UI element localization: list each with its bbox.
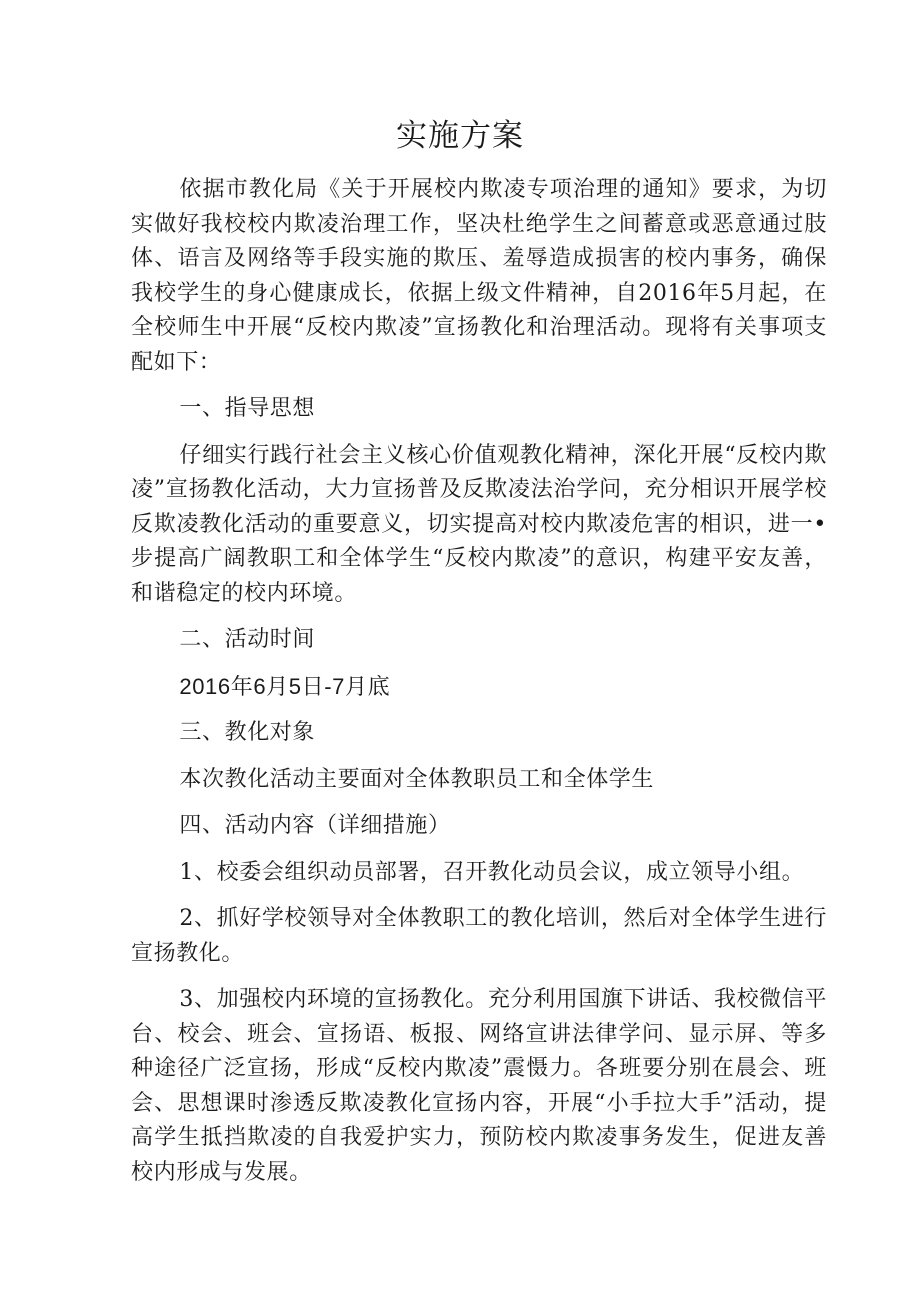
section-1-body: 仔细实行践行社会主义核心价值观教化精神，深化开展“反校内欺凌”宣扬教化活动，大力宣扬普及反欺凌法治学问，充分相识开展学校反欺凌教化活动的重要意义，切实提高对校内欺凌危害的相识，进一•步提高广阔教职工和全体学生“反校内欺凌”的意识，构建平安友善，和谐稳定的校内环境。 [131,442,827,606]
document-body [131,173,827,1190]
section-2-body: 2016年6月5日-7月底 [179,673,391,699]
section-3-body: 本次教化活动主要面对全体教职员工和全体学生 [179,766,654,792]
intro-paragraph: 依据市教化局《关于开展校内欺凌专项治理的通知》要求，为切实做好我校校内欺凌治理工作，坚决杜绝学生之间蓄意或恶意通过肢体、语言及网络等手段实施的欺压、羞辱造成损害的校内事务，确保我校学生的身心健康成长，依据上级文件精神，自2016年5月起，在全校师生中开展“反校内欺凌”宣扬教化和治理活动。现将有关事项支配如下： [131,177,827,375]
section-4-item-3: 3、加强校内环境的宣扬教化。充分利用国旗下讲话、我校微信平台、校会、班会、宣扬语、板报、网络宣讲法律学问、显示屏、等多种途径广泛宣扬，形成“反校内欺凌”震慑力。各班要分别在晨会、班会、思想课时渗透反欺凌教化宣扬内容，开展“小手拉大手”活动，提高学生抵挡欺凌的自我爱护实力，预防校内欺凌事务发生，促进友善校内形成与发展。 [131,987,827,1185]
section-1-heading: 一、指导思想 [179,396,315,421]
section-4-heading: 四、活动内容（详细措施） [179,813,451,838]
document-title: 实施方案 [396,118,524,154]
section-4-item-2: 2、抓好学校领导对全体教职工的教化培训，然后对全体学生进行宣扬教化。 [131,906,827,966]
section-2-heading: 二、活动时间 [179,627,315,652]
section-3-heading: 三、教化对象 [179,720,315,745]
section-4-item-1: 1、校委会组织动员部署，召开教化动员会议，成立领导小组。 [179,859,805,885]
